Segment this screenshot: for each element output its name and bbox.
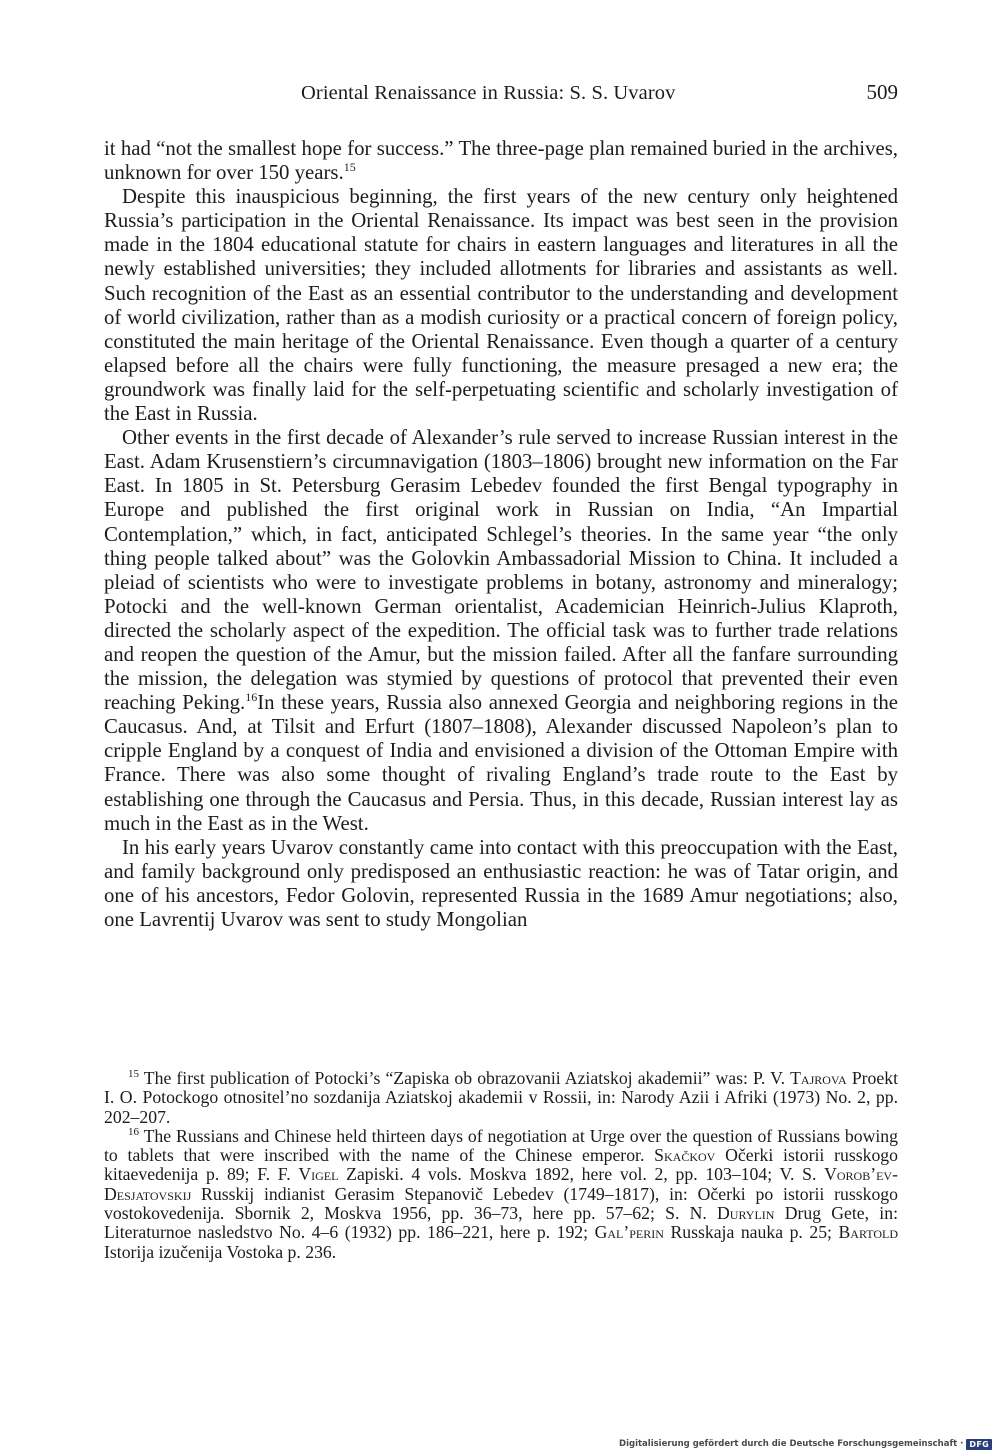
digitization-credit	[619, 1436, 992, 1452]
paragraph: Despite this inauspicious beginning, the first years of the new century only heightened Russia’s participation in the Oriental Renaissance. Its impact was best seen in the provision made in the 1804 educational statute for chairs in eastern languages and literatures in all the newly established universities; they included allotments for libraries and assistants as well. Such recognition of the East as an essential contributor to the understanding and development of world civilization, rather than as a modish curiosity or a practical concern of foreign policy, constituted the main heritage of the Oriental Renaissance. Even though a quarter of a century elapsed before all the chairs were fully functioning, the measure presaged a new era; the groundwork was finally laid for the self-perpetuating scientific and scholarly investigation of the East in Russia.	[104, 185, 898, 426]
page-number: 509	[866, 80, 898, 104]
author-name: Vorob’ev-Desjatovskij	[104, 1164, 898, 1204]
footnote-ref[interactable]: 16	[245, 690, 258, 705]
running-title: Oriental Renaissance in Russia: S. S. Uvarov	[301, 82, 676, 104]
footnote-text: Istorija izučenija Vostoka p. 236.	[104, 1241, 337, 1262]
footnote-16	[104, 1127, 898, 1262]
author-name: Durylin	[717, 1203, 775, 1224]
paragraph	[104, 137, 898, 185]
paragraph-text: In these years, Russia also annexed Georgia and neighboring regions in the Caucasus. And, at Tilsit and Erfurt (1807–1808), Alexander discussed Napoleon’s plan to cripple England by a conquest of India and envisioned a division of the Ottoman Empire with France. There was also some thought of rivaling England’s trade route to the East by establishing one through the Caucasus and Persia. Thus, in this decade, Russian interest lay as much in the East as in the West.	[104, 691, 898, 835]
author-name: Gal’perin	[594, 1222, 664, 1243]
paragraph-text: it had “not the smallest hope for success.” The three-page plan remained buried in the archives, unknown for over 150 years.	[104, 137, 898, 185]
author-name: Tajrova	[790, 1068, 847, 1088]
paragraph-text: Other events in the first decade of Alexander’s rule served to increase Russian interest in the East. Adam Krusenstiern’s circumnavigation (1803–1806) brought new information on the Far East. In 1805 in St. Petersburg Gerasim Lebedev founded the first Bengal typography in Europe and published the first original work in Russian on India, “An Impartial Contemplation,” which, in fact, anticipated Schlegel’s theories. In the same year “the only thing people talked about” was the Golovkin Ambassadorial Mission to China. It included a pleiad of scientists who were to investigate problems in botany, astronomy and mineralogy; Potocki and the well-known German orientalist, Academician Heinrich-Julius Klaproth, directed the scholarly aspect of the expedition. The official task was to further trade relations and reopen the question of the Amur, but the mission failed. After all the fanfare surrounding the mission, the delegation was stymied by questions of protocol that prevented their even reaching Peking.	[104, 426, 898, 715]
author-name: Vigel	[298, 1164, 339, 1185]
footnote-15	[104, 1069, 898, 1127]
footnote-text: Proekt I. O. Potockogo otnositel’no sozdanija Aziatskoj akademii v Rossii, in: Narody Azii i Afriki (1973) No. 2, pp. 202–207.	[104, 1068, 899, 1127]
footnote-number: 16	[128, 1126, 139, 1138]
credit-text: Digitalisierung gefördert durch die Deutsche Forschungsgemeinschaft ·	[619, 1439, 964, 1449]
paragraph	[104, 426, 898, 836]
paragraph: In his early years Uvarov constantly came into contact with this preoccupation with the East, and family background only predisposed an enthusiastic reaction: he was of Tatar origin, and one of his ancestors, Fedor Golovin, represented Russia in the 1689 Amur negotiations; also, one Lavrentij Uvarov was sent to study Mongolian	[104, 835, 898, 931]
footnotes	[104, 1069, 898, 1262]
footnote-text: Zapiski. 4 vols. Moskva 1892, here vol. 2, pp. 103–104; V. S.	[338, 1164, 825, 1185]
footnote-number: 15	[128, 1068, 139, 1081]
page-header	[104, 80, 898, 110]
main-text	[104, 137, 898, 932]
dfg-logo: DFG	[966, 1439, 992, 1450]
footnote-text: Russkaja nauka p. 25;	[663, 1222, 839, 1243]
footnote-text: The Russians and Chinese held thirteen days of negotiation at Urge over the question of Russians bowing to tablets that were inscribed with the name of the Chinese emperor.	[104, 1125, 898, 1166]
author-name: Bartold	[838, 1222, 899, 1243]
footnote-ref[interactable]: 15	[343, 160, 356, 175]
author-name: Skačkov	[654, 1145, 716, 1166]
footnote-text: Russkij indianist Gerasim Stepanovič Lebedev (1749–1817), in: Očerki po istorii russkogo vostokovedenija. Sbornik 2, Moskva 1956, pp. 36–73, here pp. 57–62; S. N.	[104, 1183, 898, 1224]
footnote-text: The first publication of Potocki’s “Zapiska ob obrazovanii Aziatskoj akademii” was: P. V.	[143, 1068, 791, 1088]
footnote-text: Drug Gete, in: Literaturnoe nasledstvo No. 4–6 (1932) pp. 186–221, here p. 192;	[104, 1203, 898, 1243]
footnote-text: Očerki istorii russkogo kitaevedenija p. 89; F. F.	[104, 1145, 898, 1185]
